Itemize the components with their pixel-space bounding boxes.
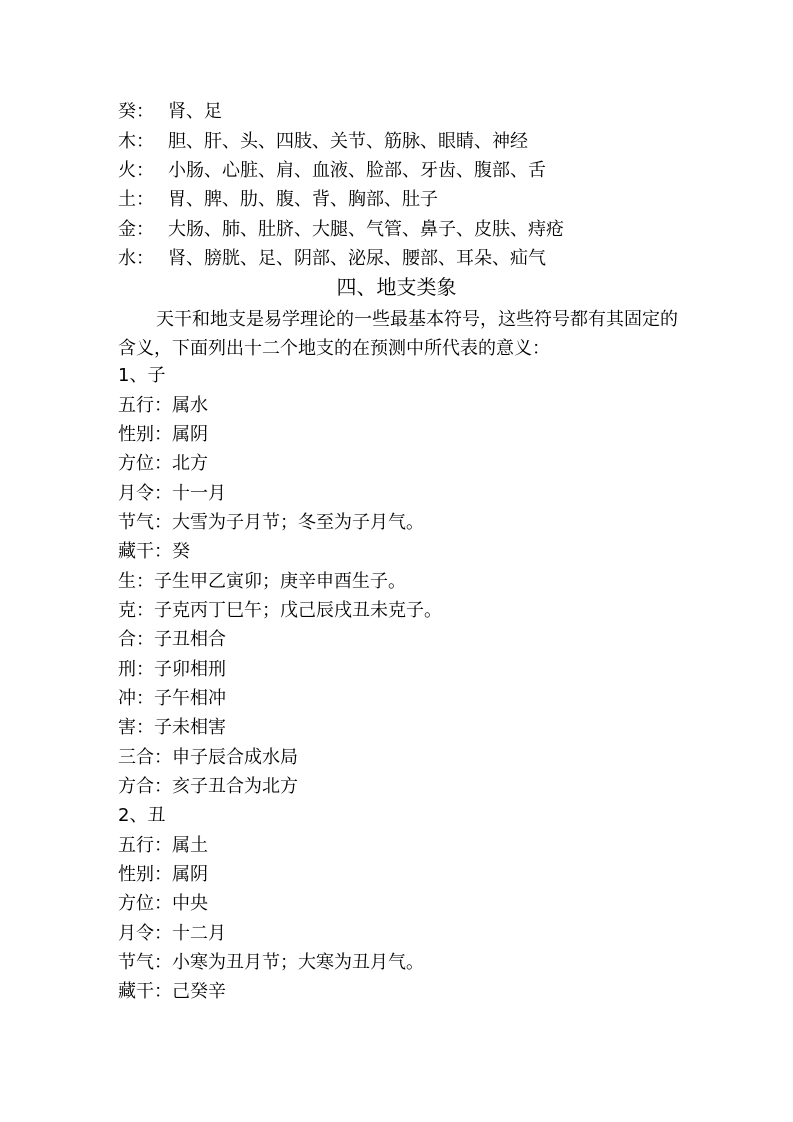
organ-label: 火： [118, 160, 154, 181]
branch-line: 藏干：癸 [118, 541, 190, 562]
branch-line: 害：子未相害 [118, 717, 226, 738]
branch-line: 方位：中央 [118, 893, 208, 914]
organ-line [118, 131, 528, 153]
branch-line: 冲：子午相冲 [118, 688, 226, 709]
intro-paragraph: 天干和地支是易学理论的一些最基本符号，这些符号都有其固定的含义，下面列出十二个地支的在预测中所代表的意义： [118, 309, 678, 359]
organ-text: 小肠、心脏、肩、血液、脸部、牙齿、腹部、舌 [168, 160, 546, 181]
branch-line: 性别：属阴 [118, 864, 208, 885]
branch-line: 刑：子卯相刑 [118, 659, 226, 680]
branch-line: 节气：大雪为子月节；冬至为子月气。 [118, 512, 424, 533]
branch-title: 2、丑 [118, 805, 166, 826]
branch-line: 性别：属阴 [118, 424, 208, 445]
branch-line: 月令：十一月 [118, 483, 226, 504]
branch-line: 克：子克丙丁巳午；戊己辰戌丑未克子。 [118, 600, 442, 621]
branch-title: 1、子 [118, 365, 166, 386]
organ-line [118, 219, 564, 241]
branch-line: 三合：申子辰合成水局 [118, 747, 298, 768]
branch-line: 藏干：己癸辛 [118, 981, 226, 1002]
organ-line [118, 160, 546, 182]
organ-label: 水： [118, 248, 154, 269]
section-title: 四、地支类象 [336, 275, 457, 299]
branch-line: 方位：北方 [118, 453, 208, 474]
organ-text: 大肠、肺、肚脐、大腿、气管、鼻子、皮肤、痔疮 [168, 219, 564, 240]
organ-label: 癸： [118, 101, 154, 122]
organ-text: 胆、肝、头、四肢、关节、筋脉、眼睛、神经 [168, 131, 528, 152]
branch-line: 节气：小寒为丑月节；大寒为丑月气。 [118, 952, 424, 973]
branch-line: 方合：亥子丑合为北方 [118, 776, 298, 797]
organ-label: 土： [118, 189, 154, 210]
branch-line: 月令：十二月 [118, 923, 226, 944]
organ-text: 肾、膀胱、足、阴部、泌尿、腰部、耳朵、疝气 [168, 248, 546, 269]
branch-line: 合：子丑相合 [118, 629, 226, 650]
organ-text: 胃、脾、肋、腹、背、胸部、肚子 [168, 189, 438, 210]
branch-line: 五行：属土 [118, 835, 208, 856]
organ-line [118, 248, 546, 270]
branch-line: 生：子生甲乙寅卯；庚辛申酉生子。 [118, 571, 406, 592]
organ-text: 肾、足 [168, 101, 222, 122]
branch-line: 五行：属水 [118, 395, 208, 416]
organ-label: 木： [118, 131, 154, 152]
organ-line [118, 189, 438, 211]
organ-label: 金： [118, 219, 154, 240]
organ-line [118, 101, 222, 123]
